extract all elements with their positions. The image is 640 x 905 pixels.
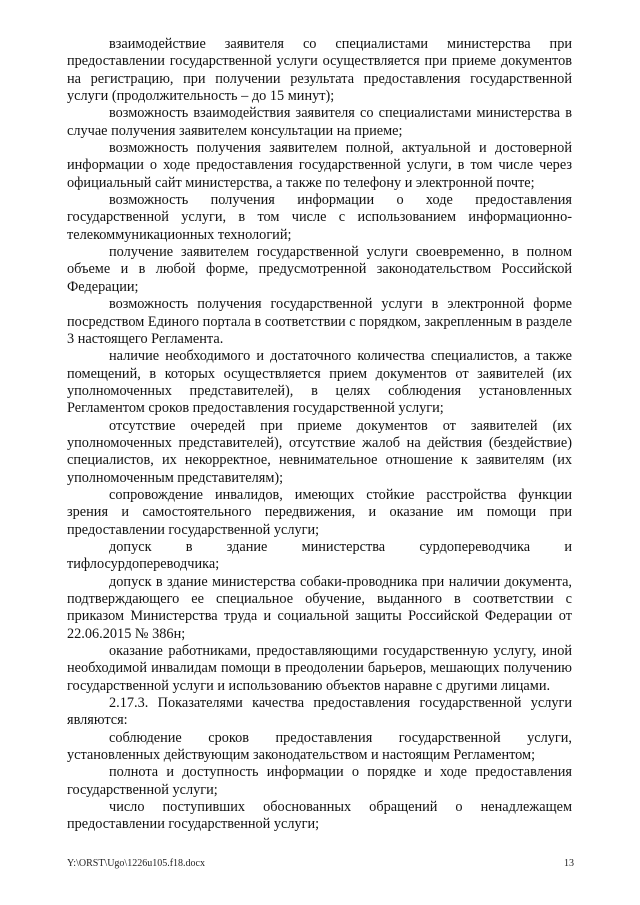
paragraph: возможность получения информации о ходе предоставления государственной услуги, в том числе с использованием информационно-телекоммуникационных технологий;: [67, 192, 572, 243]
paragraph: возможность получения государственной услуги в электронной форме посредством Единого портала в соответствии с порядком, закрепленным в разделе 3 настоящего Регламента.: [67, 296, 572, 347]
paragraph: отсутствие очередей при приеме документов от заявителей (их уполномоченных представителей), отсутствие жалоб на действия (бездействие) специалистов, их некорректное, невнимательное отношение к заявителям (их уполномоченным представителям);: [67, 417, 572, 486]
paragraph: возможность взаимодействия заявителя со специалистами министерства в случае получения заявителем консультации на приеме;: [67, 105, 572, 139]
paragraph: получение заявителем государственной услуги своевременно, в полном объеме и в любой форме, предусмотренной законодательством Российской Федерации;: [67, 244, 572, 295]
section-heading-paragraph: 2.17.3. Показателями качества предоставления государственной услуги являются:: [67, 695, 572, 729]
paragraph: оказание работниками, предоставляющими государственную услугу, иной необходимой инвалидам помощи в преодолении барьеров, мешающих получению государственной услуги и использованию объектов наравне с другими лицами.: [67, 643, 572, 694]
document-body: [67, 36, 572, 834]
paragraph: допуск в здание министерства сурдопереводчика и тифлосурдопереводчика;: [67, 538, 572, 573]
paragraph: соблюдение сроков предоставления государственной услуги, установленных действующим законодательством и настоящим Регламентом;: [67, 729, 572, 764]
footer-file-path: Y:\ORST\Ugo\1226u105.f18.docx: [67, 858, 205, 869]
paragraph: возможность получения заявителем полной, актуальной и достоверной информации о ходе предоставления государственной услуги, в том числе через официальный сайт министерства, а также по телефону и электронной почте;: [67, 140, 572, 191]
paragraph: наличие необходимого и достаточного количества специалистов, а также помещений, в которых осуществляется прием документов от заявителей (их уполномоченных представителей), в целях соблюдения установленных Регламентом сроков предоставления государственной услуги;: [67, 348, 572, 417]
paragraph: число поступивших обоснованных обращений о ненадлежащем предоставлении государственной услуги;: [67, 799, 572, 833]
paragraph: взаимодействие заявителя со специалистами министерства при предоставлении государственной услуги осуществляется при приеме документов на регистрацию, при получении результата предоставления государственной услуги (продолжительность – до 15 минут);: [67, 36, 572, 105]
paragraph: полнота и доступность информации о порядке и ходе предоставления государственной услуги;: [67, 764, 572, 798]
paragraph: допуск в здание министерства собаки-проводника при наличии документа, подтверждающего ее специальное обучение, выданного в соответствии с приказом Министерства труда и социальной защиты Российской Федерации от 22.06.2015 № 386н;: [67, 573, 572, 642]
paragraph: сопровождение инвалидов, имеющих стойкие расстройства функции зрения и самостоятельного передвижения, и оказание им помощи при предоставлении государственной услуги;: [67, 486, 572, 538]
page-number: 13: [564, 858, 574, 869]
